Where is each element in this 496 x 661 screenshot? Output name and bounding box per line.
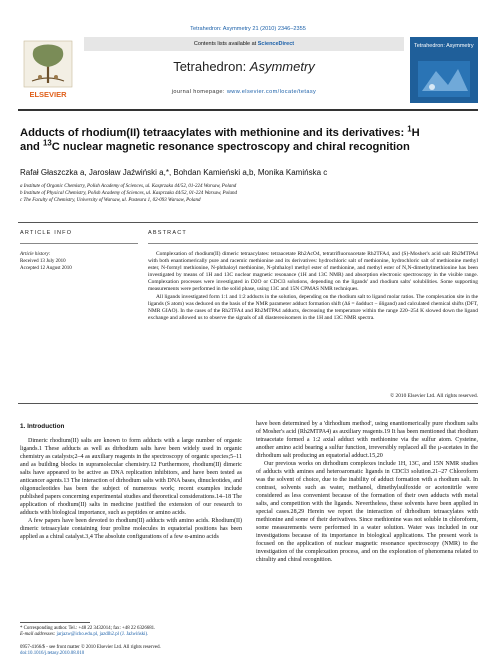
- author-list: Rafał Głaszczka a, Jarosław Jaźwiński a,*, Bohdan Kamieński a,b, Monika Kamińska c: [20, 168, 328, 177]
- cover-title: Tetrahedron: Asymmetry: [414, 43, 474, 49]
- email-label: E-mail addresses:: [20, 632, 57, 638]
- body-column-left: [20, 437, 242, 541]
- doi-line: [20, 651, 242, 657]
- sciencedirect-link[interactable]: ScienceDirect: [257, 41, 295, 47]
- abstract-body: [148, 251, 478, 322]
- copyright-notice: © 2010 Elsevier Ltd. All rights reserved.: [390, 393, 478, 399]
- header-rule: [18, 109, 478, 111]
- intro-paragraph-1: Dimeric rhodium(II) salts are known to form adducts with a large number of organic ligands.1 These adducts as well as dirhodium salts have been widely used in organic chemistry as catalysts;2–4 as auxiliary reagents in the spectroscopy of organic species;5–11 and as building blocks in supramolecular chemistry.12 Furthermore, rhodium(II) dimeric salts have appeared to be active as DNA replication inhibitors, and have been tested as anticancer agents.13 The interaction of dirhodium salts with DNA bases, dinucleotides, and oligonucleotides has been the subject of numerous work; recent examples include published papers concerning experimental studies and theoretical considerations.14–18 The application of rhodium(II) salts in medicine justified the extension of our research to adducts with biological importance, such as peptides or amino acids.: [20, 438, 242, 516]
- journal-homepage: [84, 89, 404, 95]
- accepted-date: Accepted 12 August 2010: [20, 266, 72, 271]
- contents-prefix: Contents lists available at: [193, 41, 257, 47]
- elsevier-tree-logo-icon: [18, 37, 78, 103]
- title-line2-pre: and: [20, 141, 43, 153]
- journal-name-italic: Asymmetry: [249, 59, 315, 74]
- journal-masthead: [84, 37, 404, 103]
- article-info-rule: [20, 243, 138, 244]
- email-links[interactable]: jarjazw@icho.edu.pl, jazdlh2.pl (J. Jaźwiński).: [56, 632, 149, 638]
- abstract-paragraph-1: Complexation of rhodium(II) dimeric tetraacylates: tetraacetate Rh2AcO4, tetratrifluoroacetate Rh2TFA4, and (S)-Mosher's acid salt Rh2MTPA4 with both enantiomerically pure and racemic methionine and its derivatives: hydrochloric salt of methionine, hydrochloric salt of methionine methyl ester, N-formyl methionine, N-phthaloyl methionine, N-phthaloyl methyl ester of methionine, and methyl ester of N,N-dimethylmethionine has been investigated by means of 1H and 13C nuclear magnetic resonance (1H and 13C NMR) and absorption electronic spectroscopy in the visible range. Complexation processes were investigated in D2O or CDCl3 solutions, depending on the ligands' and rhodium salts' solubilities. Some supporting measurements were performed in the solid phase, using 13C and 15N CPMAS NMR techniques.: [148, 251, 478, 293]
- intro-paragraph-4: Our previous works on dirhodium complexes include 1H, 13C, and 15N NMR studies of adducts with amines and heteroaromatic ligands in CDCl3 solution.21–27 Chloroform was the solvent of choice, due to the inability of adduct formation with a rhodium salt. In contrast, solvents such as water, methanol, dimethylsulfoxide or acetonitrile were considered as less convenient because of the formation of their own adducts with metal salts, and competition with the ligands. Nevertheless, these solvents have been applied in special cases.28,29 Herein we report the interaction of dirhodium tetraacylates with methionine and some of their derivatives. Since methionine was not soluble in chloroform, some measurements were performed in a water solution. Water was included in our investigations because of its importance in biological applications. The present work is focused on the application of nuclear magnetic resonance spectroscopy (NMR) to the investigation of the complexation process, and on the exploration of phenomena related to chirality and chiral recognition.: [256, 461, 478, 563]
- footnote-rule: [20, 622, 90, 623]
- affiliation-b: b Institute of Physical Chemistry, Polish Academy of Sciences, ul. Kasprzaka 44/52, 01-224 Warsaw, Poland: [20, 191, 237, 196]
- corresponding-author: * Corresponding author. Tel.: +48 22 3432014; fax: +48 22 6326681.: [20, 626, 156, 631]
- journal-title: [84, 59, 404, 74]
- received-date: Received 13 July 2010: [20, 259, 66, 264]
- issn-line: 0957-4166/$ - see front matter © 2010 Elsevier Ltd. All rights reserved.: [20, 645, 161, 650]
- email-line: [20, 632, 242, 638]
- article-history-label: Article history:: [20, 252, 51, 257]
- body-column-right: [256, 420, 478, 564]
- abstract-rule: [148, 243, 478, 244]
- intro-heading: 1. Introduction: [20, 423, 65, 430]
- body-rule: [18, 403, 478, 404]
- contents-band: [84, 37, 404, 51]
- title-sup2: 13: [43, 138, 52, 148]
- cover-artwork-icon: [418, 61, 470, 97]
- footnote: [20, 626, 242, 638]
- publisher-name: ELSEVIER: [29, 90, 67, 99]
- title-sup1: 1: [407, 124, 412, 134]
- journal-name: Tetrahedron:: [173, 59, 250, 74]
- doi-link[interactable]: doi:10.1016/j.tetasy.2010.08.010: [20, 651, 85, 657]
- abstract-paragraph-2: All ligands investigated form 1:1 and 1:2 adducts in the solution, depending on the rhodium salt to ligand molar ratios. The complexation site in the ligands (S atom) was deduced on the basis of the NMR parameter adduct formation shift (Δδ = δadduct − δligand) and calculated chemical shifts (DFT, NMR GIAO). In the cases of the Rh2TFA4 and Rh2MTPA4 adducts, decreasing the temperature within the range 220–254 K slowed down the ligand exchange and allowed us to observe the signals of all diastereoisomers in the 1H and 13C NMR spectra.: [148, 293, 478, 321]
- intro-paragraph-3: have been determined by a 'dirhodium method', using enantiomerically pure rhodium salts of Mosher's acid (Rh2MTPA4) as auxiliary reagents.19 It has been mentioned that rhodium tetraacetate formed a 1:2 axial adduct with methionine via the sulfur atom. Cysteine, another amino acid bearing a sulfur function, irreversibly replaced all the μ-acetates in the dirhodium salt producing an equatorial adduct.15,20: [256, 421, 478, 459]
- journal-citation: Tetrahedron: Asymmetry 21 (2010) 2346–2355: [190, 26, 306, 32]
- homepage-link[interactable]: www.elsevier.com/locate/tetasy: [226, 89, 317, 95]
- affiliation-c: c The Faculty of Chemistry, University of Warsaw, ul. Pasteura 1, 02-093 Warsaw, Poland: [20, 198, 201, 203]
- homepage-prefix: journal homepage:: [171, 89, 227, 95]
- section-rule: [18, 222, 478, 223]
- article-title: [20, 126, 480, 154]
- title-line1: Adducts of rhodium(II) tetraacylates with methionine and its derivatives:: [20, 127, 408, 139]
- article-info-label: ARTICLE INFO: [20, 230, 73, 236]
- abstract-label: ABSTRACT: [148, 230, 187, 236]
- intro-paragraph-2: A few papers have been devoted to rhodium(II) adducts with amino acids. Rhodium(II) dimeric tetraacylate containing four proline molecules in equatorial positions has been applied as a chiral catalyst.3,4 The absolute configurations of a few α-amino acids: [20, 518, 242, 540]
- journal-cover-thumbnail: [410, 37, 478, 103]
- affiliation-a: a Institute of Organic Chemistry, Polish Academy of Sciences, ul. Kasprzaka 44/52, 01-224 Warsaw, Poland: [20, 184, 237, 189]
- title-line2: C nuclear magnetic resonance spectroscopy and chiral recognition: [51, 141, 410, 153]
- issn-block: [20, 645, 242, 657]
- journal-header: [18, 37, 478, 105]
- title-h: H: [411, 127, 420, 139]
